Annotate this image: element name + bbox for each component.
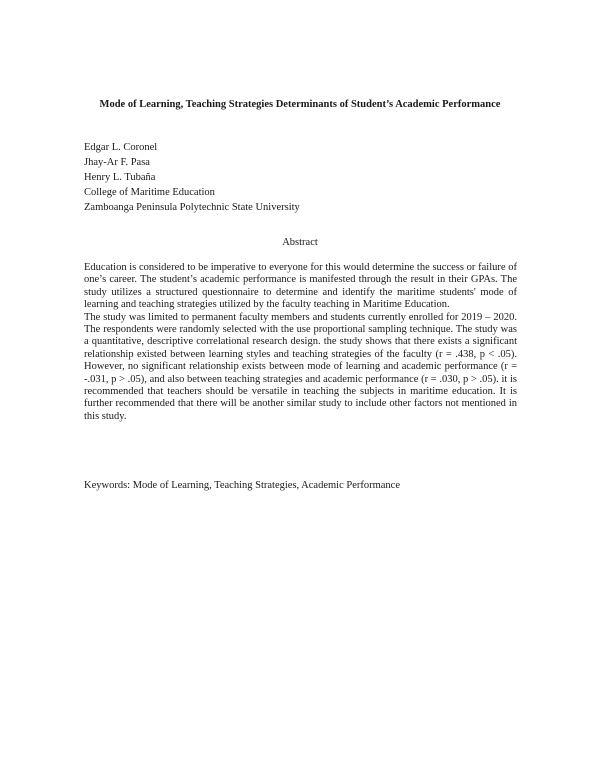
author-institution: Zamboanga Peninsula Polytechnic State University bbox=[84, 202, 300, 213]
abstract-paragraph: The study was limited to permanent faculty members and students currently enrolled for 2019 – 2020. The respondents were randomly selected with the use proportional sampling technique. The study was a quantitative, descriptive correlational research design. the study shows that there exists a significant relationship existed between learning styles and teaching strategies of the faculty (r = .438, p < .05). However, no significant relationship exists between mode of learning and academic performance (r = -.031, p > .05), and also between teaching strategies and academic performance (r = .030, p > .05). it is recommended that teachers should be versatile in teaching the subjects in maritime education. It is further recommended that there will be another similar study to include other factors not mentioned in this study. bbox=[84, 311, 517, 422]
author-name: Jhay-Ar F. Pasa bbox=[84, 157, 150, 168]
paper-title: Mode of Learning, Teaching Strategies Determinants of Student’s Academic Performance bbox=[99, 99, 501, 110]
abstract-paragraph: Education is considered to be imperative to everyone for this would determine the success or failure of one’s career. The student’s academic performance is manifested through the result in their GPAs. The study utilizes a structured questionnaire to determine and identify the maritime students' mode of learning and teaching strategies utilized by the faculty teaching in Maritime Education. bbox=[84, 262, 517, 311]
author-name: Edgar L. Coronel bbox=[84, 142, 158, 153]
author-name: Henry L. Tubaña bbox=[84, 172, 156, 183]
abstract-heading: Abstract bbox=[282, 237, 318, 248]
author-block bbox=[84, 140, 516, 215]
author-affiliation: College of Maritime Education bbox=[84, 187, 215, 198]
keywords-line: Keywords: Mode of Learning, Teaching Strategies, Academic Performance bbox=[84, 480, 401, 491]
abstract-body bbox=[84, 262, 517, 423]
